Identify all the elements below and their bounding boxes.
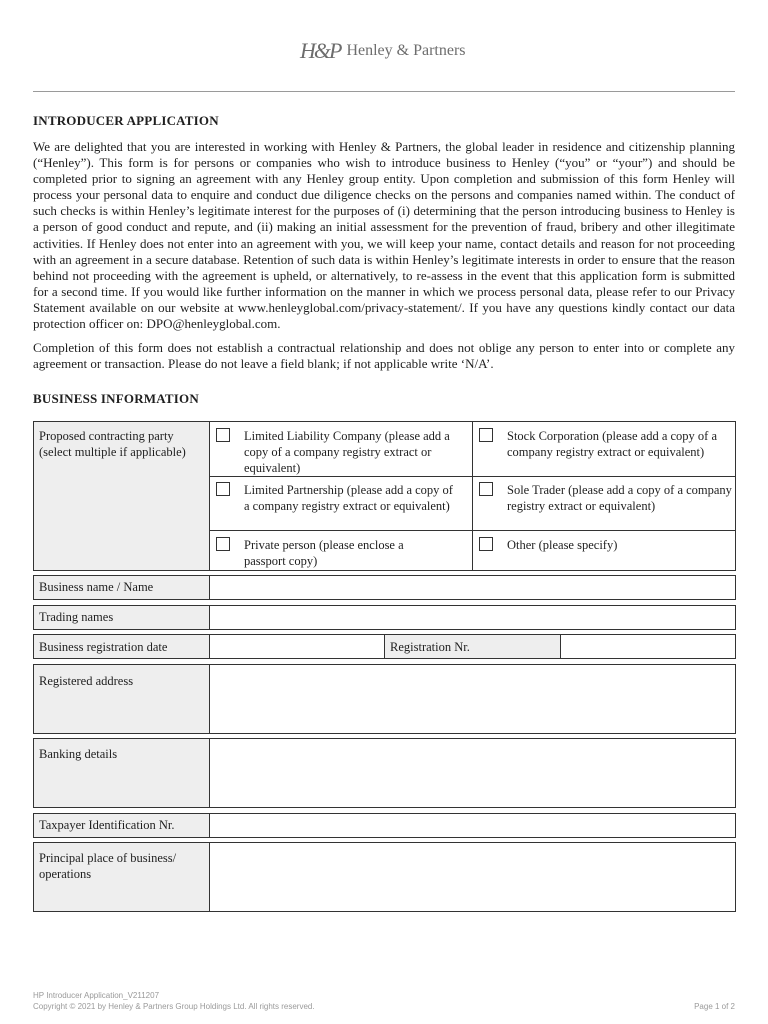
- business-name-field[interactable]: [210, 576, 735, 599]
- trading-names-field[interactable]: [210, 606, 735, 629]
- banking-details-label: Banking details: [34, 739, 209, 807]
- registration-nr-field[interactable]: [561, 635, 735, 658]
- header-divider: [33, 91, 735, 92]
- registered-address-row: [33, 664, 736, 734]
- trading-names-label: Trading names: [34, 606, 209, 629]
- checkbox[interactable]: [216, 482, 230, 496]
- checkbox[interactable]: [479, 537, 493, 551]
- page-number: Page 1 of 2: [694, 1002, 735, 1011]
- principal-place-row: [33, 842, 736, 912]
- form-title: INTRODUCER APPLICATION: [33, 113, 219, 128]
- divider: [209, 530, 735, 531]
- principal-place-field[interactable]: [210, 843, 735, 911]
- option-label: Limited Liability Company (please add a copy of a company registry extract or equivalent): [244, 429, 450, 475]
- taxpayer-id-label: Taxpayer Identification Nr.: [34, 814, 209, 837]
- registered-address-field[interactable]: [210, 665, 735, 733]
- registration-nr-label: Registration Nr.: [385, 635, 560, 658]
- divider: [209, 422, 210, 570]
- registration-date-field[interactable]: [210, 635, 384, 658]
- banking-details-field[interactable]: [210, 739, 735, 807]
- checkbox[interactable]: [479, 428, 493, 442]
- checkbox[interactable]: [479, 482, 493, 496]
- option-label: Limited Partnership (please add a copy of a company registry extract or equivalent): [244, 483, 453, 513]
- taxpayer-id-field[interactable]: [210, 814, 735, 837]
- banking-details-row: [33, 738, 736, 808]
- footer-info: [33, 990, 315, 1012]
- company-logo: [300, 36, 466, 66]
- contracting-party-label: Proposed contracting party (select multiple if applicable): [34, 422, 209, 570]
- registration-row: [33, 634, 736, 659]
- divider: [209, 476, 735, 477]
- business-name-label: Business name / Name: [34, 576, 209, 599]
- notice-paragraph: Completion of this form does not establish a contractual relationship and does not oblige any person to enter into or complete any agreement or transaction. Please do not leave a field blank; if not applicable write ‘N/A’.: [33, 340, 735, 372]
- logo-text: Henley & Partners: [346, 42, 466, 59]
- intro-paragraph: We are delighted that you are interested in working with Henley & Partners, the global leader in residence and citizenship planning (“Henley”). This form is for persons or companies who wish to introduce business to Henley (“you” or “your”) and should be completed prior to signing an agreement with any Henley group entity. Upon completion and submission of this form Henley will process your personal data to enquire and conduct due diligence checks on the persons and companies named within. The conduct of such checks is within Henley’s legitimate interest for the purposes of (i) determining that the person introducing business to Henley is a person of good conduct and repute, and (ii) making an initial assessment for the prevention of fraud, bribery and other illegitimate activities. If Henley does not enter into an agreement with you, we will keep your name, contact details and reason for not proceeding with an agreement in a secure database. Retention of such data is within Henley’s legitimate interests in order to ensure that the reason behind not proceeding with the agreement is upheld, or alternatively, to re-assess in the event that this application form is submitted for a second time. If you would like further information on the manner in which we process personal data, please refer to our Privacy Statement available on our website at www.henleyglobal.com/privacy-statement/. If you have any questions kindly contact our data protection officer on: DPO@henleyglobal.com.: [33, 139, 735, 332]
- copyright-notice: Copyright © 2021 by Henley & Partners Group Holdings Ltd. All rights reserved.: [33, 1002, 315, 1011]
- registered-address-label: Registered address: [34, 665, 209, 733]
- business-name-row: [33, 575, 736, 600]
- document-id: HP Introducer Application_V211207: [33, 991, 160, 1000]
- trading-names-row: [33, 605, 736, 630]
- taxpayer-id-row: [33, 813, 736, 838]
- option-label: Sole Trader (please add a copy of a company registry extract or equivalent): [507, 483, 732, 513]
- logo-mark: H&P: [300, 38, 341, 63]
- section-title: BUSINESS INFORMATION: [33, 391, 199, 406]
- checkbox[interactable]: [216, 537, 230, 551]
- principal-place-label: Principal place of business/ operations: [34, 843, 209, 911]
- checkbox[interactable]: [216, 428, 230, 442]
- registration-date-label: Business registration date: [34, 635, 209, 658]
- option-label: Other (please specify): [507, 538, 618, 552]
- option-label: Stock Corporation (please add a copy of a company registry extract or equivalent): [507, 429, 718, 459]
- contracting-party-table: [33, 421, 736, 571]
- page-header: [0, 0, 768, 92]
- option-label: Private person (please enclose a passport copy): [244, 538, 404, 568]
- divider: [472, 422, 473, 570]
